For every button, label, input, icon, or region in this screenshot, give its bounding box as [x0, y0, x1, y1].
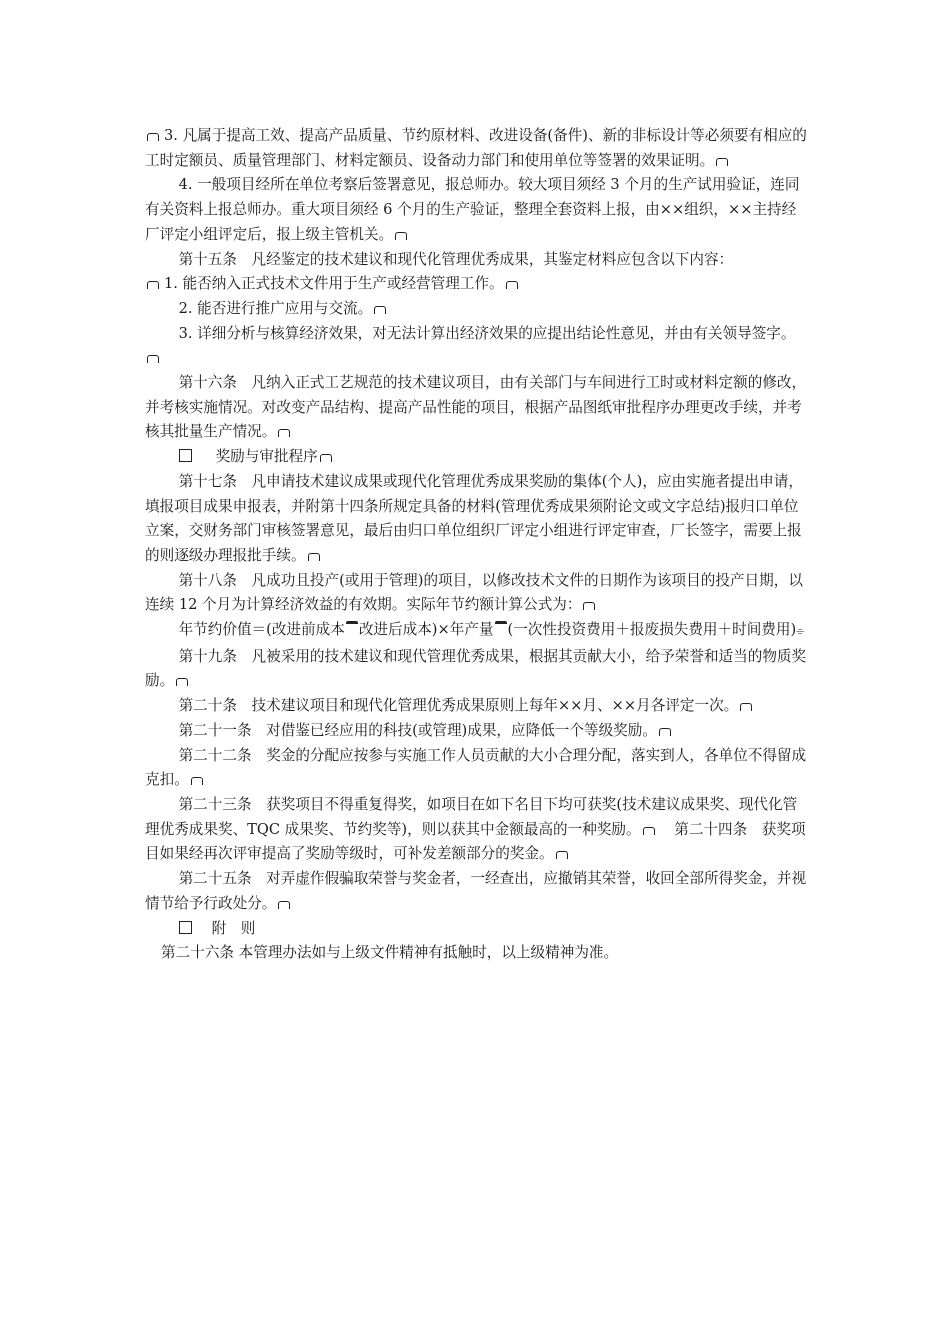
paragraph-text: 3. 详细分析与核算经济效果，对无法计算出经济效果的应提出结论性意见，并由有关领导签字。: [178, 324, 796, 342]
end-mark-icon: ⌯: [796, 626, 805, 638]
paragraph: [145, 793, 809, 867]
paragraph: [145, 744, 809, 793]
formula-paragraph: [145, 618, 809, 645]
paragraph-text: 4. 一般项目经所在单位考察后签署意见，报总师办。较大项目须经 3 个月的生产试用验证，连同有关资料上报总师办。重大项目须经 6 个月的生产验证，整理全套资料上报，由××组织，××主持经厂评定小组评定后，报上级主管机关。: [145, 176, 800, 243]
paragraph: [145, 719, 809, 744]
paragraph-mark-icon: [556, 851, 568, 859]
section-heading: [145, 917, 809, 942]
paragraph-text: 第二十四条 获奖项目如果经再次评审提高了奖励等级时，可补发差额部分的奖金。: [145, 820, 806, 863]
paragraph: [145, 941, 809, 966]
paragraph: [145, 470, 809, 569]
paragraph-mark-icon: [643, 827, 655, 835]
formula-part: 年节约价值＝(改进前成本: [178, 621, 345, 639]
paragraph: [145, 645, 809, 694]
paragraph-mark-icon: [278, 901, 290, 909]
paragraph-mark-icon: [506, 281, 518, 289]
paragraph-text: 第二十三条 获奖项目不得重复得奖，如项目在如下名目下均可获奖(技术建议成果奖、现代化管理优秀成果奖、TQC 成果奖、节约奖等)，则以获其中金额最高的一种奖励。: [145, 795, 798, 838]
paragraph: [145, 173, 809, 247]
checkbox-square-icon: [179, 449, 192, 462]
paragraph-mark-icon: [147, 355, 159, 363]
paragraph-text: 第十九条 凡被采用的技术建议和现代管理优秀成果，根据其贡献大小，给予荣誉和适当的物质奖励。: [145, 647, 807, 690]
formula-part: (一次性投资费用＋报废损失费用＋时间费用): [507, 621, 797, 639]
document-body: [145, 124, 809, 966]
section-heading: [145, 445, 809, 470]
formula-part: 改进后成本)×年产量: [358, 621, 494, 639]
paragraph-text: 3. 凡属于提高工效、提高产品质量、节约原材料、改进设备(备件)、新的非标设计等必须要有相应的工时定额员、质量管理部门、材料定额员、设备动力部门和使用单位等签署的效果证明。: [145, 127, 807, 169]
paragraph-mark-icon: [716, 158, 728, 166]
paragraph-text: 第二十五条 对弄虚作假骗取荣誉与奖金者，一经查出，应撤销其荣誉，收回全部所得奖金，并视情节给予行政处分。: [145, 870, 807, 912]
paragraph-mark-icon: [395, 232, 407, 240]
paragraph-text: 第二十二条 奖金的分配应按参与实施工作人员贡献的大小合理分配，落实到人，各单位不得留成克扣。: [145, 746, 807, 789]
paragraph-text: 第二十条 技术建议项目和现代化管理优秀成果原则上每年××月、××月各评定一次。: [178, 697, 739, 715]
symbol-icon: [495, 621, 507, 630]
paragraph: [145, 322, 809, 371]
paragraph: [145, 569, 809, 618]
paragraph: [145, 867, 809, 916]
paragraph-text: 第二十六条 本管理办法如与上级文件精神有抵触时，以上级精神为准。: [161, 944, 619, 962]
section-title: 奖励与审批程序: [215, 448, 318, 466]
paragraph-mark-icon: [740, 703, 752, 711]
paragraph-text: 第十七条 凡申请技术建议成果或现代化管理优秀成果奖励的集体(个人)，应由实施者提出申请，填报项目成果申报表，并附第十四条所规定具备的材料(管理优秀成果须附论文或文字总结)报归口单位立案，交财务部门审核签署意见，最后由归口单位组织厂评定小组进行评定审查，厂长签字，需要上报的则逐级办理报批手续。: [145, 472, 803, 564]
paragraph: [145, 124, 809, 173]
paragraph-mark-icon: [147, 133, 159, 141]
paragraph: [145, 272, 809, 297]
paragraph-mark-icon: [320, 454, 332, 462]
paragraph-mark-icon: [147, 281, 159, 289]
paragraph-mark-icon: [659, 728, 671, 736]
paragraph-mark-icon: [374, 306, 386, 314]
paragraph-mark-icon: [583, 602, 595, 610]
paragraph-mark-icon: [191, 777, 203, 785]
paragraph-mark-icon: [278, 429, 290, 437]
paragraph: [145, 694, 809, 719]
symbol-icon: [346, 621, 358, 630]
paragraph-text: 第十五条 凡经鉴定的技术建议和现代化管理优秀成果，其鉴定材料应包含以下内容：: [178, 250, 734, 268]
paragraph-text: 第十八条 凡成功且投产(或用于管理)的项目，以修改技术文件的日期作为该项目的投产日期，以连续 12 个月为计算经济效益的有效期。实际年节约额计算公式为：: [145, 571, 803, 614]
paragraph: [145, 297, 809, 322]
paragraph-mark-icon: [308, 553, 320, 561]
paragraph-text: 1. 能否纳入正式技术文件用于生产或经营管理工作。: [164, 275, 504, 293]
paragraph-text: 第十六条 凡纳入正式工艺规范的技术建议项目，由有关部门与车间进行工时或材料定额的修改，并考核实施情况。对改变产品结构、提高产品性能的项目，根据产品图纸审批程序办理更改手续，并考核其批量生产情况。: [145, 374, 807, 441]
checkbox-square-icon: [179, 921, 192, 934]
paragraph-text: 2. 能否进行推广应用与交流。: [178, 299, 373, 317]
section-title: 附 则: [211, 919, 256, 937]
paragraph-mark-icon: [176, 678, 188, 686]
paragraph-text: 第二十一条 对借鉴已经应用的科技(或管理)成果，应降低一个等级奖励。: [178, 721, 657, 739]
paragraph: [145, 371, 809, 445]
paragraph: [145, 248, 809, 273]
